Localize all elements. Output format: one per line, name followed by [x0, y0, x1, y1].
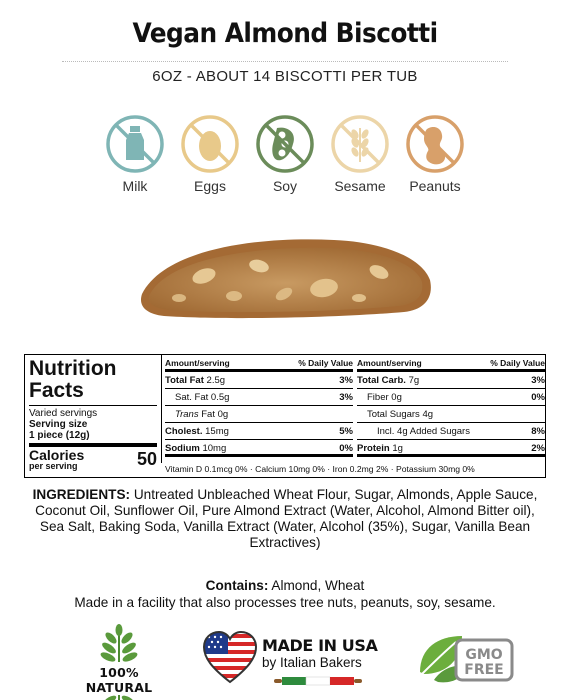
- calories-label: Calories: [29, 447, 85, 463]
- gmo-label: GMO: [465, 647, 503, 663]
- allergen-free-icons: [100, 114, 470, 198]
- ingredients-label: INGREDIENTS:: [32, 487, 131, 502]
- soybean-icon: [255, 114, 315, 174]
- product-title: Vegan Almond Biscotti: [132, 18, 438, 49]
- nutrient-row: Cholest. 15mg 5%: [165, 423, 353, 440]
- italian-bakers-label: by Italian Bakers: [262, 655, 362, 670]
- peanut-icon: [405, 114, 465, 174]
- product-subtitle: 6OZ - ABOUT 14 BISCOTTI PER TUB: [152, 68, 418, 85]
- nutrient-row: Total Carb. 7g 3%: [357, 372, 545, 389]
- biscotti-photo: [134, 228, 434, 324]
- ingredients-list: Untreated Unbleached Wheat Flour, Sugar, Almonds, Apple Sauce, Coconut Oil, Sunflower Oil, Pure Almond Extract (Water, Alcohol, Almond Bitter oil), Sea Salt, Baking Soda, Vanilla Extract (Water, Alcohol (35%), Sugar, Vanilla Bean Extractives): [35, 487, 538, 550]
- free-label: FREE: [464, 662, 504, 678]
- facility-notice: Made in a facility that also processes tree nuts, peanuts, soy, sesame.: [74, 595, 496, 610]
- allergen-label: Eggs: [194, 178, 226, 194]
- natural-badge: [66, 624, 172, 700]
- nutrient-row: Trans Fat 0g: [165, 406, 353, 423]
- contains-text: [0, 578, 570, 593]
- nutrient-column-1: [165, 358, 353, 457]
- natural-badge-label: 100% NATURAL: [85, 665, 153, 695]
- calories-sub: per serving: [29, 461, 78, 471]
- allergen-label: Peanuts: [409, 178, 461, 194]
- calories-row: [29, 449, 157, 471]
- ingredients-text: [22, 487, 548, 551]
- milk-bottle-icon: [105, 114, 165, 174]
- allergen-eggs: [175, 114, 245, 194]
- allergen-label: Sesame: [334, 178, 386, 194]
- contains-list: Almond, Wheat: [271, 578, 365, 593]
- nutrient-row: Fiber 0g 0%: [357, 389, 545, 406]
- leaf-plant-icon: [89, 624, 149, 662]
- nutrient-row: Total Sugars 4g: [357, 406, 545, 423]
- italian-flag-rolling-pin-icon: [274, 676, 364, 686]
- calories-value: 50: [136, 449, 157, 469]
- gmo-free-leaf-icon: [412, 628, 522, 690]
- egg-icon: [180, 114, 240, 174]
- allergen-peanuts: [400, 114, 470, 194]
- column-header: Amount/serving % Daily Value: [357, 358, 545, 372]
- usa-heart-flag-icon: [202, 630, 258, 686]
- column-header: Amount/serving % Daily Value: [165, 358, 353, 372]
- nutrient-row: Incl. 4g Added Sugars 8%: [357, 423, 545, 440]
- allergen-milk: [100, 114, 170, 194]
- nutrition-title: Nutrition Facts: [29, 357, 117, 402]
- allergen-sesame: [325, 114, 395, 194]
- nutrition-summary: [25, 355, 161, 477]
- serving-size-label: Serving size: [29, 419, 88, 430]
- leaf-plant-icon: [89, 695, 149, 700]
- allergen-label: Milk: [122, 178, 148, 194]
- nutrient-row: Total Fat 2.5g 3%: [165, 372, 353, 389]
- sesame-wheat-icon: [330, 114, 390, 174]
- nutrition-facts-panel: [24, 354, 546, 478]
- allergen-label: Soy: [272, 178, 298, 194]
- serving-size-value: 1 piece (12g): [29, 430, 90, 441]
- allergen-soy: [250, 114, 320, 194]
- vitamins-row: Vitamin D 0.1mcg 0% · Calcium 10mg 0% · Iron 0.2mg 2% · Potassium 30mg 0%: [165, 464, 475, 474]
- nutrient-row: Sat. Fat 0.5g 3%: [165, 389, 353, 406]
- certification-badges: [0, 624, 570, 694]
- contains-label: Contains:: [205, 578, 269, 593]
- title-divider: [62, 61, 508, 62]
- gmo-free-badge: [412, 628, 522, 695]
- servings-text: Varied servings: [29, 408, 98, 419]
- made-in-usa-badge: [202, 628, 382, 690]
- made-in-usa-label: MADE IN USA: [262, 636, 378, 655]
- nutrient-column-2: [357, 358, 545, 457]
- nutrient-row: Sodium 10mg 0%: [165, 440, 353, 457]
- nutrient-row: Protein 1g 2%: [357, 440, 545, 457]
